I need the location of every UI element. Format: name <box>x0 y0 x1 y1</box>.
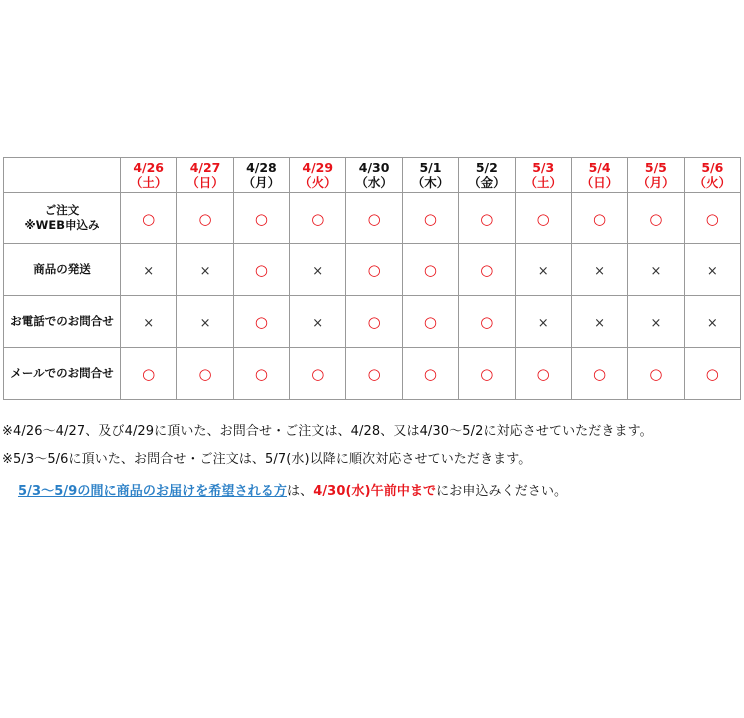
mark-cell <box>290 348 346 400</box>
mark-cell <box>346 244 402 296</box>
availability-mark: ○ <box>423 313 438 331</box>
availability-mark: × <box>537 264 549 279</box>
note-golden-week: ※5/3～5/6に頂いた、お問合せ・ご注文は、5/7(水)以降に順次対応させていただきます。 <box>2 452 532 467</box>
mark-cell <box>571 193 627 244</box>
mark-cell <box>402 193 458 244</box>
row-label <box>4 193 121 244</box>
mark-cell <box>459 193 515 244</box>
date-header <box>233 158 289 193</box>
availability-mark: ○ <box>367 313 381 331</box>
mark-cell <box>346 193 402 244</box>
availability-mark: ○ <box>367 261 381 279</box>
availability-mark: ○ <box>254 313 268 331</box>
mark-cell <box>515 244 571 296</box>
availability-mark: × <box>650 316 662 331</box>
availability-mark: × <box>312 264 324 279</box>
availability-mark: ○ <box>480 261 494 279</box>
availability-mark: ○ <box>198 209 212 228</box>
date-label: 5/4 <box>588 160 611 175</box>
availability-mark: × <box>706 316 718 331</box>
row-label <box>4 296 121 348</box>
mark-cell <box>402 296 458 348</box>
mark-cell <box>459 296 515 348</box>
note-delivery-deadline <box>18 480 567 499</box>
mark-cell <box>571 244 627 296</box>
date-label: 4/26 <box>133 160 165 175</box>
availability-mark: ○ <box>480 209 494 228</box>
weekday-label: （土） <box>524 175 562 190</box>
availability-mark: ○ <box>423 209 438 228</box>
availability-mark: ○ <box>705 209 719 228</box>
availability-mark: × <box>594 316 605 331</box>
availability-mark: ○ <box>254 209 268 228</box>
row-label-line1: ご注文 <box>44 203 80 217</box>
availability-mark: × <box>143 264 155 279</box>
availability-mark: ○ <box>254 261 268 279</box>
date-header <box>346 158 402 193</box>
mark-cell <box>628 193 684 244</box>
availability-mark: × <box>706 264 718 279</box>
date-label: 5/1 <box>419 160 442 175</box>
mark-cell <box>177 348 233 400</box>
shipping-row <box>4 244 741 296</box>
availability-mark: ○ <box>705 365 719 383</box>
mark-cell <box>402 244 458 296</box>
mark-cell <box>233 193 289 244</box>
availability-mark: ○ <box>649 365 663 383</box>
row-label-line1: お電話でのお問合せ <box>10 314 114 328</box>
date-label: 4/27 <box>189 160 221 175</box>
availability-mark: ○ <box>198 365 212 383</box>
date-header <box>684 158 740 193</box>
availability-mark: × <box>199 264 211 279</box>
date-header <box>177 158 233 193</box>
mark-cell <box>233 296 289 348</box>
date-header <box>515 158 571 193</box>
row-label <box>4 244 121 296</box>
weekday-label: （日） <box>580 175 619 190</box>
availability-mark: ○ <box>311 209 325 228</box>
mark-cell <box>459 244 515 296</box>
delivery-request-link[interactable]: 5/3～5/9の間に商品のお届けを希望される方 <box>18 484 287 499</box>
mark-cell <box>121 193 177 244</box>
availability-mark: ○ <box>367 209 381 228</box>
availability-mark: ○ <box>423 365 438 383</box>
mark-cell <box>233 244 289 296</box>
mark-cell <box>571 296 627 348</box>
row-label-line1: メールでのお問合せ <box>10 366 114 380</box>
weekday-label: （木） <box>411 175 450 190</box>
mark-cell <box>177 244 233 296</box>
row-label <box>4 348 121 400</box>
mark-cell <box>121 296 177 348</box>
date-label: 4/29 <box>302 160 334 175</box>
note-ending: にお申込みください。 <box>436 484 568 499</box>
weekday-label: （水） <box>355 175 393 190</box>
mark-cell <box>684 348 740 400</box>
mark-cell <box>290 244 346 296</box>
weekday-label: （月） <box>242 175 281 190</box>
mark-cell <box>346 296 402 348</box>
weekday-label: （火） <box>299 175 337 190</box>
date-label: 5/3 <box>532 160 555 175</box>
mark-cell <box>233 348 289 400</box>
date-label: 5/2 <box>475 160 498 175</box>
date-header-row <box>4 158 741 193</box>
availability-mark: ○ <box>649 209 663 228</box>
availability-mark: ○ <box>367 365 381 383</box>
date-label: 4/28 <box>246 160 277 175</box>
mark-cell <box>459 348 515 400</box>
mark-cell <box>628 244 684 296</box>
mark-cell <box>684 193 740 244</box>
order-row <box>4 193 741 244</box>
row-label-line2: ※WEB申込み <box>24 218 100 232</box>
date-header <box>290 158 346 193</box>
note-weekend-april: ※4/26～4/27、及び4/29に頂いた、お問合せ・ご注文は、4/28、又は4/30～5/2に対応させていただきます。 <box>2 424 653 439</box>
note-connector: は、 <box>286 484 314 499</box>
date-label: 4/30 <box>358 160 390 175</box>
mark-cell <box>515 296 571 348</box>
availability-mark: × <box>312 316 324 331</box>
mark-cell <box>121 244 177 296</box>
date-header <box>628 158 684 193</box>
availability-mark: ○ <box>423 261 438 279</box>
mark-cell <box>684 296 740 348</box>
deadline-emphasis: 4/30(水)午前中まで <box>313 484 437 499</box>
date-header <box>402 158 458 193</box>
date-label: 5/5 <box>644 160 667 175</box>
mark-cell <box>346 348 402 400</box>
weekday-label: （土） <box>129 175 168 190</box>
mark-cell <box>177 296 233 348</box>
availability-mark: × <box>143 316 155 331</box>
mark-cell <box>515 193 571 244</box>
availability-mark: ○ <box>142 209 156 228</box>
availability-mark: ○ <box>536 209 550 228</box>
date-header <box>121 158 177 193</box>
date-header <box>571 158 627 193</box>
availability-mark: ○ <box>311 365 325 383</box>
availability-mark: ○ <box>480 313 494 331</box>
availability-mark: ○ <box>254 365 268 383</box>
weekday-label: （日） <box>186 175 224 190</box>
availability-mark: ○ <box>480 365 494 383</box>
availability-mark: × <box>199 316 211 331</box>
mark-cell <box>290 296 346 348</box>
mark-cell <box>628 296 684 348</box>
availability-mark: × <box>650 264 662 279</box>
row-label-line1: 商品の発送 <box>33 262 91 276</box>
availability-mark: ○ <box>593 365 607 383</box>
availability-mark: × <box>594 264 605 279</box>
schedule-table <box>3 157 741 400</box>
availability-mark: ○ <box>536 365 550 383</box>
phone-inquiry-row <box>4 296 741 348</box>
availability-mark: × <box>537 316 549 331</box>
mark-cell <box>684 244 740 296</box>
mark-cell <box>571 348 627 400</box>
weekday-label: （金） <box>468 175 506 190</box>
mark-cell <box>290 193 346 244</box>
mark-cell <box>628 348 684 400</box>
email-inquiry-row <box>4 348 741 400</box>
weekday-label: （火） <box>693 175 732 190</box>
date-label: 5/6 <box>701 160 724 175</box>
weekday-label: （月） <box>637 175 675 190</box>
mark-cell <box>402 348 458 400</box>
availability-mark: ○ <box>142 365 156 383</box>
date-header <box>459 158 515 193</box>
corner-cell <box>4 158 121 193</box>
mark-cell <box>515 348 571 400</box>
availability-mark: ○ <box>593 209 607 228</box>
mark-cell <box>121 348 177 400</box>
mark-cell <box>177 193 233 244</box>
